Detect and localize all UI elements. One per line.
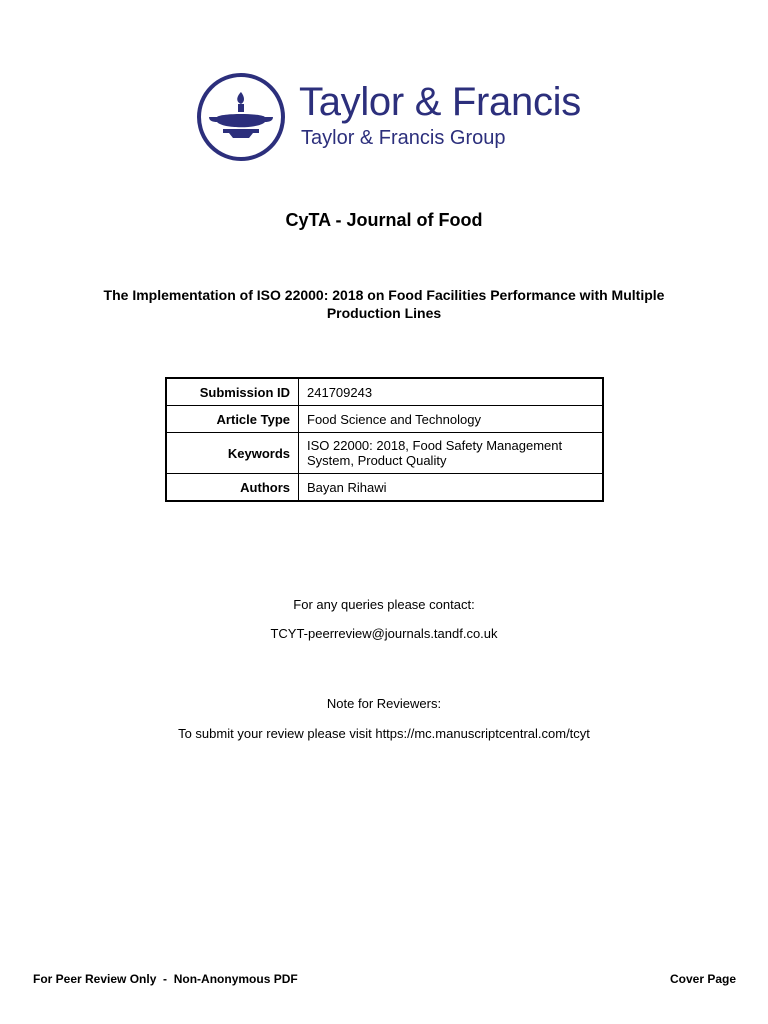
row-value: 241709243 <box>299 378 604 406</box>
row-label: Article Type <box>166 406 299 433</box>
submission-details-table <box>165 377 604 502</box>
oil-lamp-icon <box>195 72 287 162</box>
publisher-group: Taylor & Francis Group <box>301 127 506 149</box>
row-label: Keywords <box>166 433 299 474</box>
row-value: Bayan Rihawi <box>299 474 604 502</box>
footer-page-label: Cover Page <box>669 972 736 986</box>
publisher-name: Taylor & Francis <box>299 80 581 124</box>
footer-note: For Peer Review Only - Non-Anonymous PDF <box>33 972 298 986</box>
table-row <box>166 406 603 433</box>
contact-prompt: For any queries please contact: <box>293 597 475 612</box>
row-value: ISO 22000: 2018, Food Safety Management System, Product Quality <box>299 433 604 474</box>
reviewer-instruction[interactable]: To submit your review please visit https://mc.manuscriptcentral.com/tcyt <box>178 726 590 741</box>
table-row <box>166 433 603 474</box>
publisher-logo <box>195 70 595 162</box>
reviewer-note-heading: Note for Reviewers: <box>326 696 442 711</box>
journal-title: CyTA - Journal of Food <box>285 210 483 230</box>
table-row <box>166 378 603 406</box>
table-row <box>166 474 603 502</box>
contact-email[interactable]: TCYT-peerreview@journals.tandf.co.uk <box>270 626 498 641</box>
row-value: Food Science and Technology <box>299 406 604 433</box>
row-label: Submission ID <box>166 378 299 406</box>
row-label: Authors <box>166 474 299 502</box>
article-title: The Implementation of ISO 22000: 2018 on Food Facilities Performance with Multiple Production Lines <box>103 287 665 321</box>
